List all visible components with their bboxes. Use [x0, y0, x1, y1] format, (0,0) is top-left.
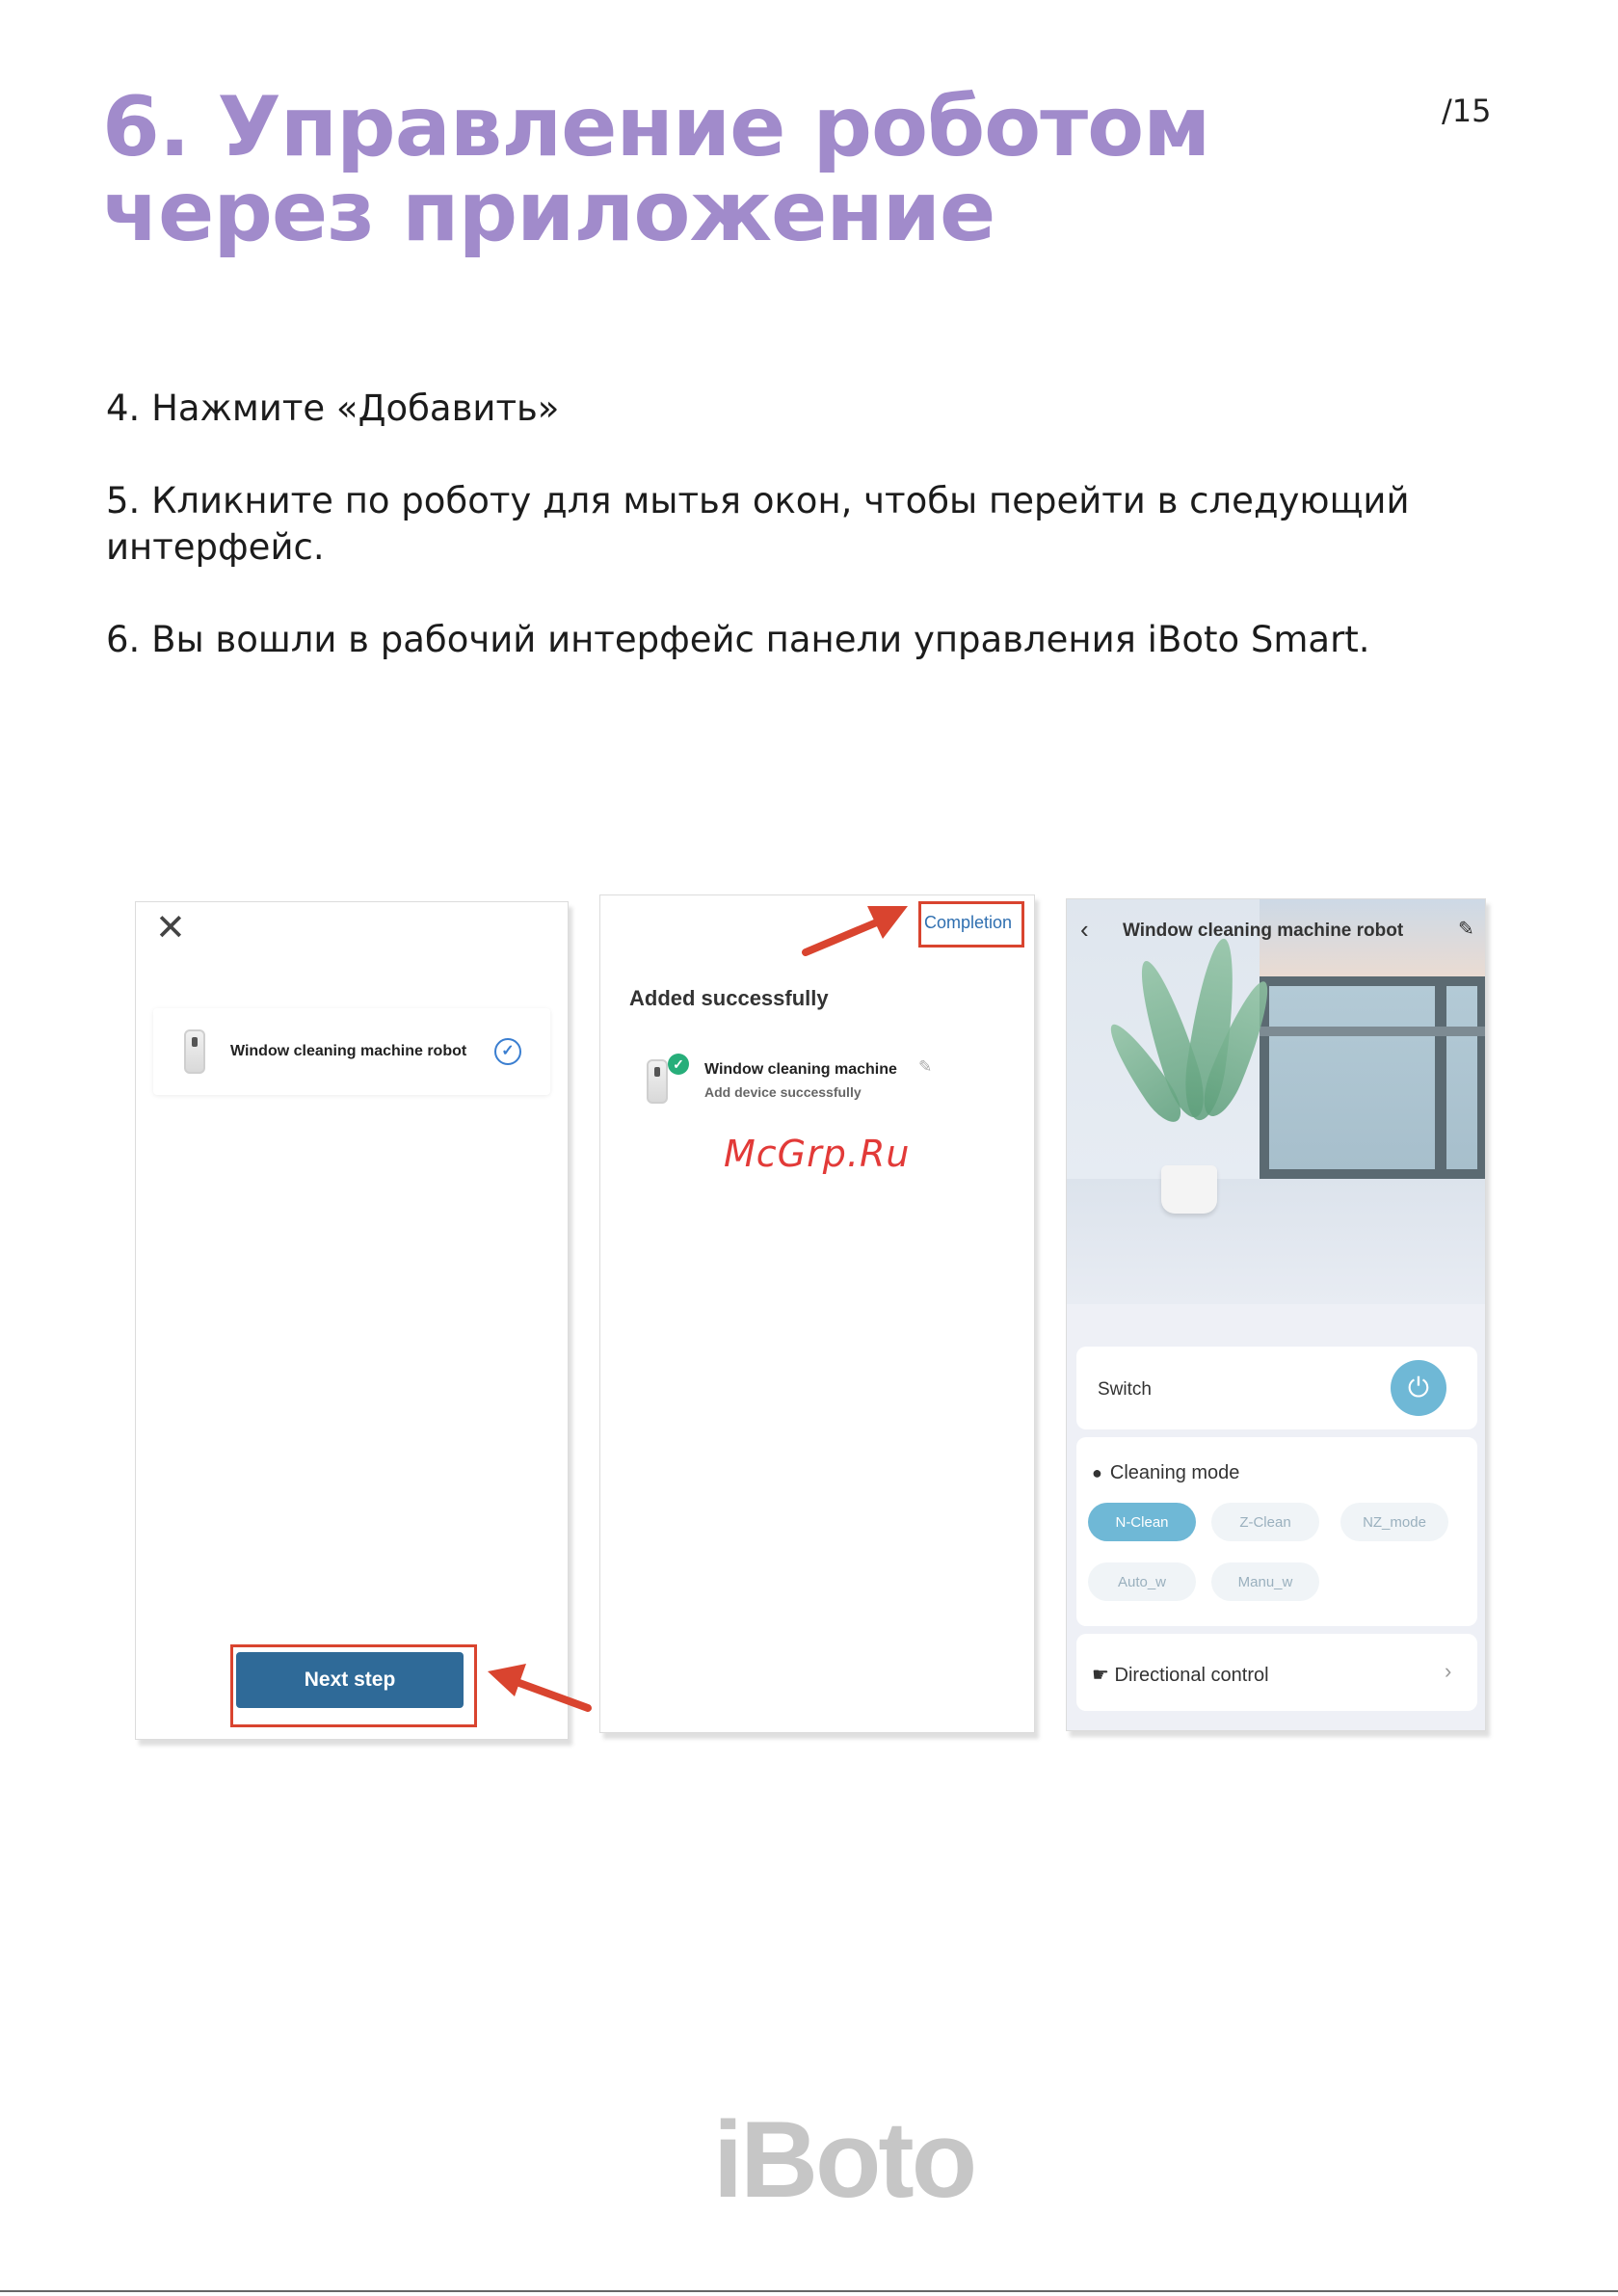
mode-chip-manu-w[interactable]: Manu_w	[1211, 1562, 1319, 1601]
bottom-divider	[0, 2290, 1618, 2292]
cleaning-mode-card	[1076, 1437, 1477, 1626]
check-circle-icon: ✓	[494, 1038, 521, 1065]
mode-chip-auto-w[interactable]: Auto_w	[1088, 1562, 1196, 1601]
completion-button[interactable]: Completion	[924, 913, 1013, 932]
device-status: Add device successfully	[704, 1084, 862, 1100]
step-6: 6. Вы вошли в рабочий интерфейс панели управления iBoto Smart.	[106, 619, 1370, 660]
device-name: Window cleaning machine	[704, 1061, 897, 1078]
success-check-icon: ✓	[668, 1054, 689, 1075]
directional-control-card[interactable]	[1076, 1634, 1477, 1711]
hand-pointer-icon: ☛	[1092, 1665, 1109, 1686]
mode-chip-nz-mode[interactable]: NZ_mode	[1340, 1503, 1448, 1541]
chevron-right-icon: ›	[1445, 1659, 1452, 1683]
arrow-to-completion-icon	[800, 896, 915, 964]
next-step-button[interactable]: Next step	[236, 1652, 464, 1708]
robot-icon	[184, 1029, 205, 1074]
page-title: 6. Управление роботом через приложение	[102, 79, 1210, 260]
robot-icon	[647, 1059, 668, 1104]
brand-logo: iBoto	[713, 2099, 975, 2220]
switch-label: Switch	[1098, 1379, 1152, 1400]
room-illustration	[1067, 899, 1486, 1304]
page-number: /15	[1442, 93, 1492, 129]
watermark: McGrp.Ru	[724, 1133, 911, 1175]
close-icon[interactable]: ✕	[155, 908, 186, 948]
directional-control-label: ☛ Directional control	[1092, 1665, 1269, 1686]
arrow-to-next-step-icon	[482, 1650, 597, 1718]
edit-name-icon[interactable]: ✎	[918, 1057, 933, 1076]
power-button[interactable]: ⏻	[1391, 1360, 1446, 1416]
screenshot-control-panel	[1066, 898, 1486, 1731]
screenshot-added-successfully	[599, 894, 1035, 1733]
screenshot-select-device	[135, 901, 569, 1740]
device-title: Window cleaning machine robot	[1123, 921, 1404, 941]
mode-chip-n-clean[interactable]: N-Clean	[1088, 1503, 1196, 1541]
device-name: Window cleaning machine robot	[230, 1043, 467, 1059]
water-drop-icon: ●	[1092, 1463, 1102, 1482]
instruction-steps	[106, 386, 1474, 709]
device-card[interactable]	[153, 1008, 550, 1095]
step-4: 4. Нажмите «Добавить»	[106, 387, 560, 429]
mode-chip-z-clean[interactable]: Z-Clean	[1211, 1503, 1319, 1541]
step-5: 5. Кликните по роботу для мытья окон, чтобы перейти в следующий интерфейс.	[106, 480, 1410, 568]
cleaning-mode-label: Cleaning mode	[1109, 1462, 1240, 1483]
switch-card	[1076, 1347, 1477, 1429]
cleaning-mode-header	[1092, 1462, 1239, 1484]
added-title: Added successfully	[629, 986, 829, 1010]
back-chevron-icon[interactable]: ‹	[1080, 915, 1089, 944]
control-header	[1067, 913, 1486, 946]
edit-icon[interactable]: ✎	[1458, 919, 1474, 940]
